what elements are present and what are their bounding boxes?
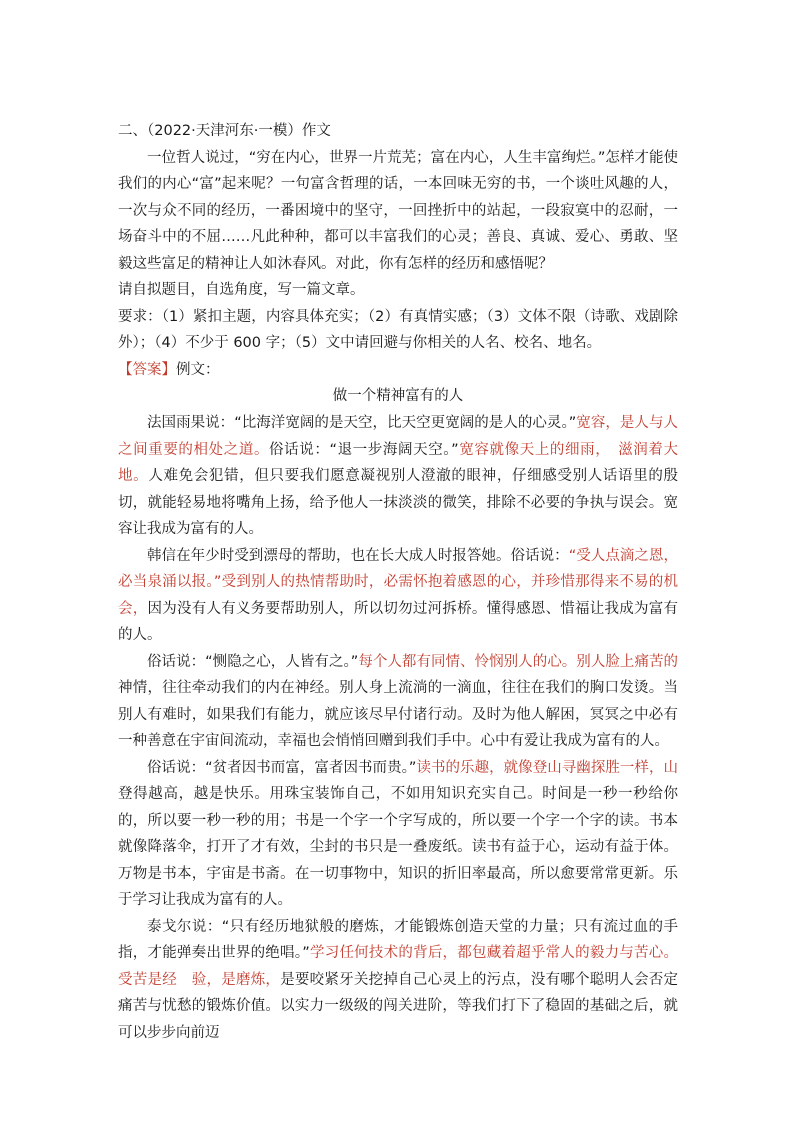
body-text: 登得越高，越是快乐。用珠宝装饰自己，不如用知识充实自己。时间是一秒一秒给你的，所以要一秒一秒的用；书是一个字一个字写成的，所以要一个字一个字的读。书本就像降落伞，打开了才有效，尘封的书只是一叠废纸。读书有益于心，运动有益于体。万物是书本，宇宙是书斋。在一切事物中，知识的折旧率最高，所以愈要常常更新。乐于学习让我成为富有的人。 xyxy=(118,786,678,908)
quote-text: 俗话说：“恻隐之心，人皆有之。” xyxy=(147,653,359,670)
essay-paragraph-5 xyxy=(118,914,678,1047)
essay-paragraph-4 xyxy=(118,755,678,914)
essay-paragraph-2 xyxy=(118,543,678,649)
body-text: 人难免会犯错，但只要我们愿意凝视别人澄澈的眼神，仔细感受别人话语里的殷切，就能轻易地将嘴角上扬，给予他人一抹淡淡的微笑，排除不必要的争执与误会。宽容让我成为富有的人。 xyxy=(118,468,679,537)
essay-paragraph-3 xyxy=(118,649,678,755)
answer-label: 【答案】 xyxy=(118,361,176,378)
quote-text: 俗话说：“退一步海阔天空。” xyxy=(269,441,459,458)
highlight-text: 宽容，是人与人之间重要的相处之道。 xyxy=(118,415,678,458)
body-text: 是要咬紧牙关挖掉自己心灵上的污点，没有哪个聪明人会否定痛苦与忧愁的锻炼价值。以实力一级级的闯关进阶，等我们打下了稳固的基础之后，就可以步步向前迈 xyxy=(118,971,679,1041)
highlight-text: “受人点滴之恩，必当泉涌以报。” xyxy=(118,547,679,590)
document-page xyxy=(118,118,678,1046)
body-text: 神情，往往牵动我们的内在神经。别人身上流淌的一滴血，往往在我们的胸口发烫。当别人有难时，如果我们有能力，就应该尽早付诸行动。及时为他人解困，冥冥之中必有一种善意在宇宙间流动，幸福也会悄悄回赠到我们手中。心中有爱让我成为富有的人。 xyxy=(118,680,678,749)
answer-header xyxy=(118,357,678,384)
body-text: 韩信在年少时受到漂母的帮助，也在长大成人时报答她。俗话说： xyxy=(147,547,569,564)
essay-title: 做一个精神富有的人 xyxy=(332,388,464,404)
quote-text: 法国雨果说：“比海洋宽阔的是天空，比天空更宽阔的是人的心灵。” xyxy=(147,415,577,431)
highlight-text: 受到别人的热情帮助时，必需怀抱着感恩的心，并珍惜那得来不易的机会， xyxy=(118,574,678,617)
essay-paragraph-1 xyxy=(118,410,678,543)
highlight-text: 每个人都有同情、怜悯别人的心。别人脸上痛苦的 xyxy=(358,653,679,670)
section-heading: 二、（2022·天津河东·一模）作文 xyxy=(118,123,331,139)
highlight-text: 宽容就像天上的细雨， 滋润着大地。 xyxy=(118,441,679,484)
prompt-requirements: 要求：（1）紧扣主题，内容具体充实；（2）有真情实感；（3）文体不限（诗歌、戏剧除外）；（4）不少于 600 字；（5）文中请回避与你相关的人名、校名、地名。 xyxy=(118,308,678,351)
prompt-instruction: 请自拟题目，自选角度，写一篇文章。 xyxy=(118,282,365,298)
highlight-text: 读书的乐趣，就像登山寻幽探胜一样，山 xyxy=(416,759,678,776)
body-text: 因为没有人有义务要帮助别人，所以切勿过河拆桥。懂得感恩、惜福让我成为富有的人。 xyxy=(118,600,679,643)
highlight-text: 学习任何技术的背后，都包藏着超乎常人的毅力与苦心。受苦是经 验，是磨炼， xyxy=(118,945,678,988)
prompt-paragraph-1: 一位哲人说过，“穷在内心，世界一片荒芜；富在内心，人生丰富绚烂。”怎样才能使我们的内心“富”起来呢？一句富含哲理的话，一本回味无穷的书，一个谈吐风趣的人， 一次与众不同的经历，一番困境中的坚守，一回挫折中的站起，一段寂寞中的忍耐，一场奋斗中的不屈……凡此种种，都可以丰富我们的心灵；善良、真诚、爱心、勇敢、坚毅这些富足的精神让人如沐春风。对此，你有怎样的经历和感悟呢？ xyxy=(118,149,678,272)
answer-lead: 例文： xyxy=(176,361,220,378)
quote-text: 泰戈尔说：“只有经历地狱般的磨炼，才能锻炼创造天堂的力量；只有流过血的手指，才能弹奏出世界的绝唱。” xyxy=(118,918,678,961)
quote-text: 俗话说：“贫者因书而富，富者因书而贵。” xyxy=(147,759,417,776)
